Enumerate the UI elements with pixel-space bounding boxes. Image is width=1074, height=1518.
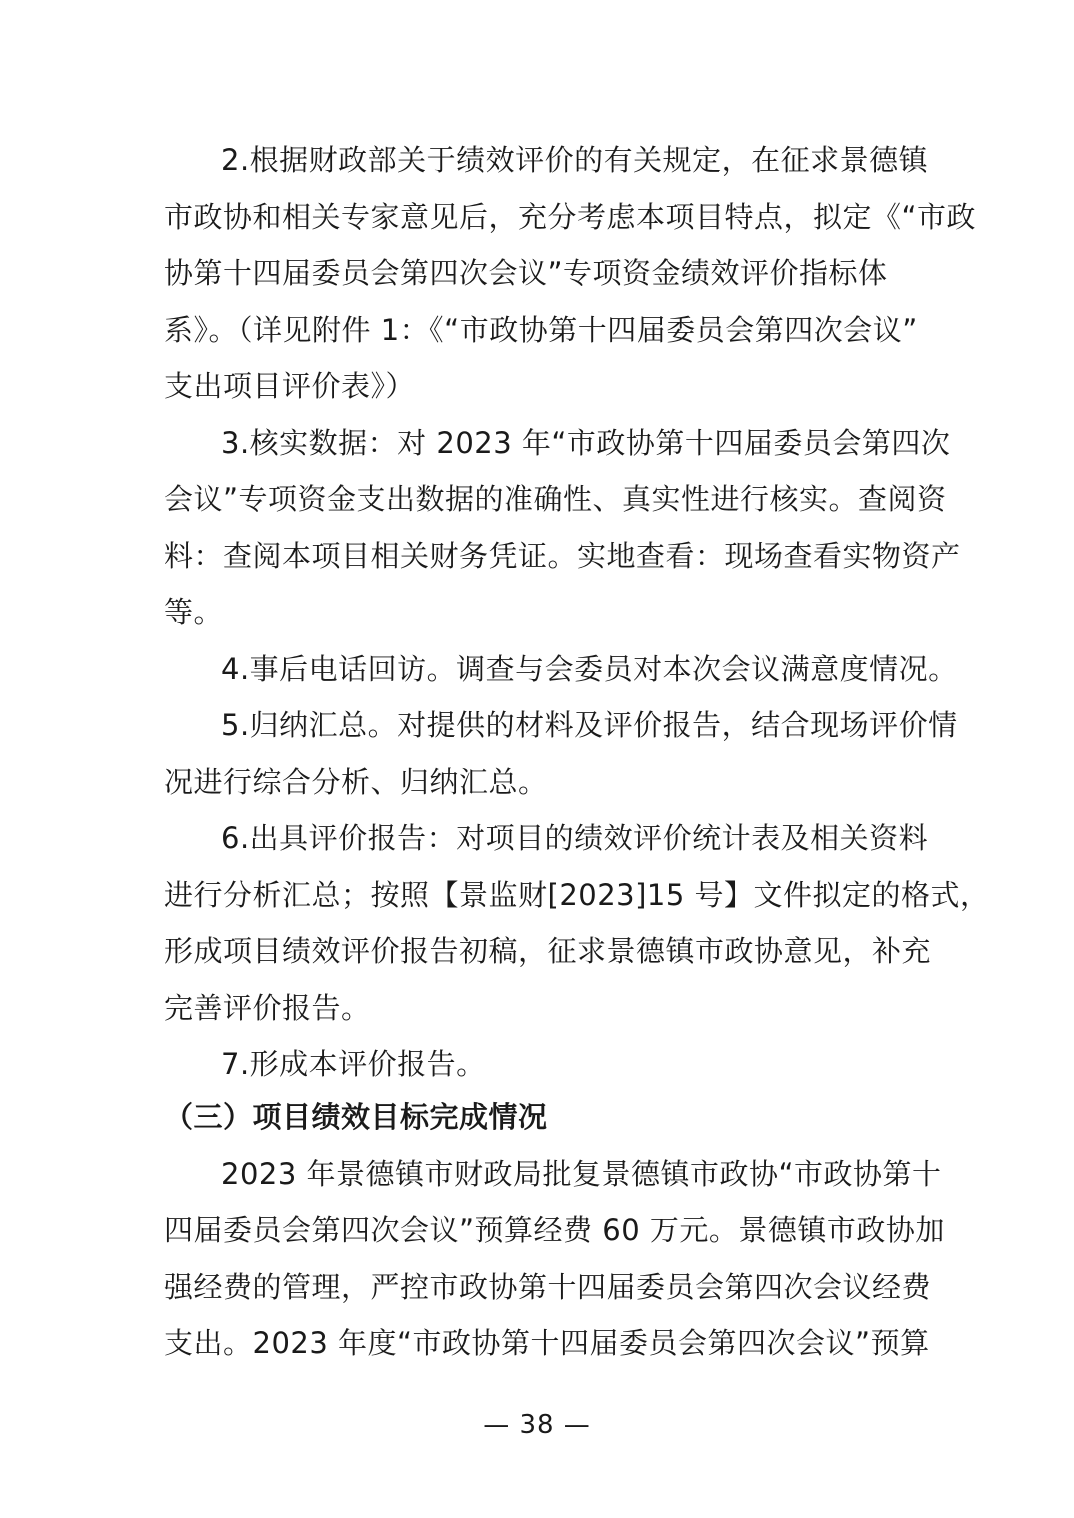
paragraph-6-line-4: 完善评价报告。	[164, 991, 371, 1025]
paragraph-8-line-2: 四届委员会第四次会议”预算经费 60 万元。景德镇市政协加	[164, 1213, 945, 1247]
paragraph-4-line-1: 4.事后电话回访。调查与会委员对本次会议满意度情况。	[221, 652, 958, 686]
paragraph-6-line-2: 进行分析汇总；按照【景监财[2023]15 号】文件拟定的格式，	[164, 878, 990, 912]
paragraph-2-line-3: 协第十四届委员会第四次会议”专项资金绩效评价指标体	[164, 256, 888, 290]
paragraph-8-line-3: 强经费的管理，严控市政协第十四届委员会第四次会议经费	[164, 1270, 932, 1304]
paragraph-2-line-2: 市政协和相关专家意见后，充分考虑本项目特点，拟定《“市政	[164, 200, 977, 234]
paragraph-8-line-4: 支出。2023 年度“市政协第十四届委员会第四次会议”预算	[164, 1326, 930, 1360]
paragraph-6-line-3: 形成项目绩效评价报告初稿，征求景德镇市政协意见，补充	[164, 934, 932, 968]
paragraph-3-line-3: 料：查阅本项目相关财务凭证。实地查看：现场查看实物资产	[164, 539, 961, 573]
paragraph-3-line-1: 3.核实数据：对 2023 年“市政协第十四届委员会第四次	[221, 426, 951, 460]
paragraph-3-line-2: 会议”专项资金支出数据的准确性、真实性进行核实。查阅资	[164, 482, 947, 516]
paragraph-2-line-1: 2.根据财政部关于绩效评价的有关规定，在征求景德镇	[221, 143, 929, 177]
paragraph-5-line-2: 况进行综合分析、归纳汇总。	[164, 765, 548, 799]
paragraph-3-line-4: 等。	[164, 595, 224, 629]
page-number: — 38 —	[483, 1410, 591, 1440]
paragraph-8-line-1: 2023 年景德镇市财政局批复景德镇市政协“市政协第十	[221, 1157, 942, 1191]
section-heading: （三）项目绩效目标完成情况	[164, 1100, 548, 1134]
paragraph-2-line-4: 系》。（详见附件 1：《“市政协第十四届委员会第四次会议”	[164, 313, 918, 347]
paragraph-7-line-1: 7.形成本评价报告。	[221, 1047, 486, 1081]
paragraph-6-line-1: 6.出具评价报告：对项目的绩效评价统计表及相关资料	[221, 821, 929, 855]
paragraph-2-line-5: 支出项目评价表》）	[164, 369, 416, 403]
paragraph-5-line-1: 5.归纳汇总。对提供的材料及评价报告，结合现场评价情	[221, 708, 958, 742]
